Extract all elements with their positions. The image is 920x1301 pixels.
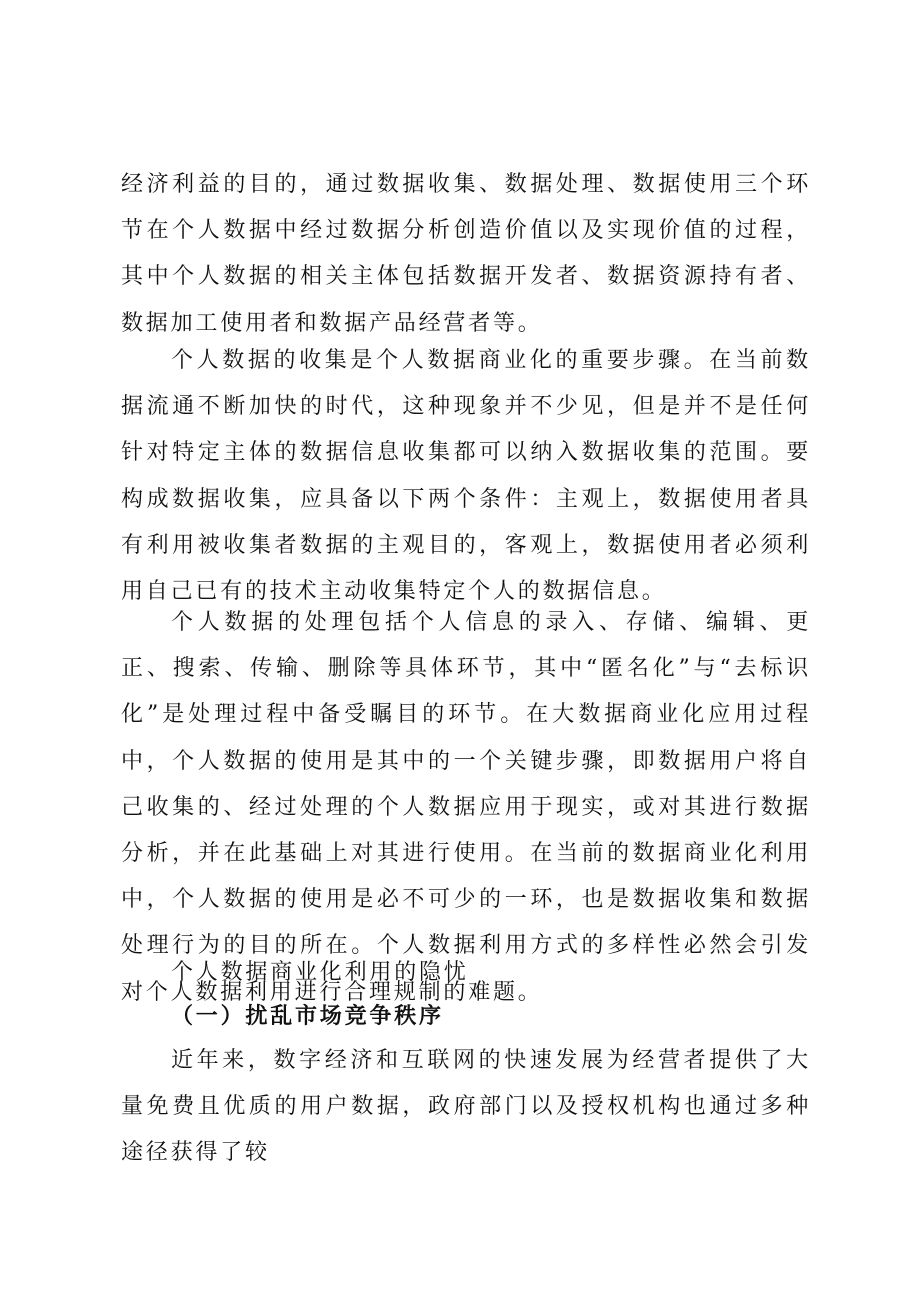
subsection-heading: （一）扰乱市场竞争秩序 xyxy=(171,1004,444,1029)
paragraph-market-competition: 近年来，数字经济和互联网的快速发展为经营者提供了大量免费且优质的用户数据，政府部门以及授权机构也通过多种途径获得了较 xyxy=(121,1048,811,1166)
paragraph-data-collection: 个人数据的收集是个人数据商业化的重要步骤。在当前数据流通不断加快的时代，这种现象并不少见，但是并不是任何针对特定主体的数据信息收集都可以纳入数据收集的范围。要构成数据收集，应具备以下两个条件：主观上，数据使用者具有利用被收集者数据的主观目的，客观上，数据使用者必须利用自己已有的技术主动收集特定个人的数据信息。 xyxy=(121,348,811,605)
section-title: 个人数据商业化利用的隐忧 xyxy=(171,960,469,985)
paragraph-continuation: 经济利益的目的，通过数据收集、数据处理、数据使用三个环节在个人数据中经过数据分析创造价值以及实现价值的过程，其中个人数据的相关主体包括数据开发者、数据资源持有者、数据加工使用者和数据产品经营者等。 xyxy=(121,172,811,336)
paragraph-data-processing: 个人数据的处理包括个人信息的录入、存储、编辑、更正、搜索、传输、删除等具体环节，其中“匿名化”与“去标识化”是处理过程中备受瞩目的环节。在大数据商业化应用过程中，个人数据的使用是其中的一个关键步骤，即数据用户将自己收集的、经过处理的个人数据应用于现实，或对其进行数据分析，并在此基础上对其进行使用。在当前的数据商业化利用中，个人数据的使用是必不可少的一环，也是数据收集和数据处理行为的目的所在。个人数据利用方式的多样性必然会引发对个人数据利用进行合理规制的难题。 xyxy=(121,610,811,1005)
